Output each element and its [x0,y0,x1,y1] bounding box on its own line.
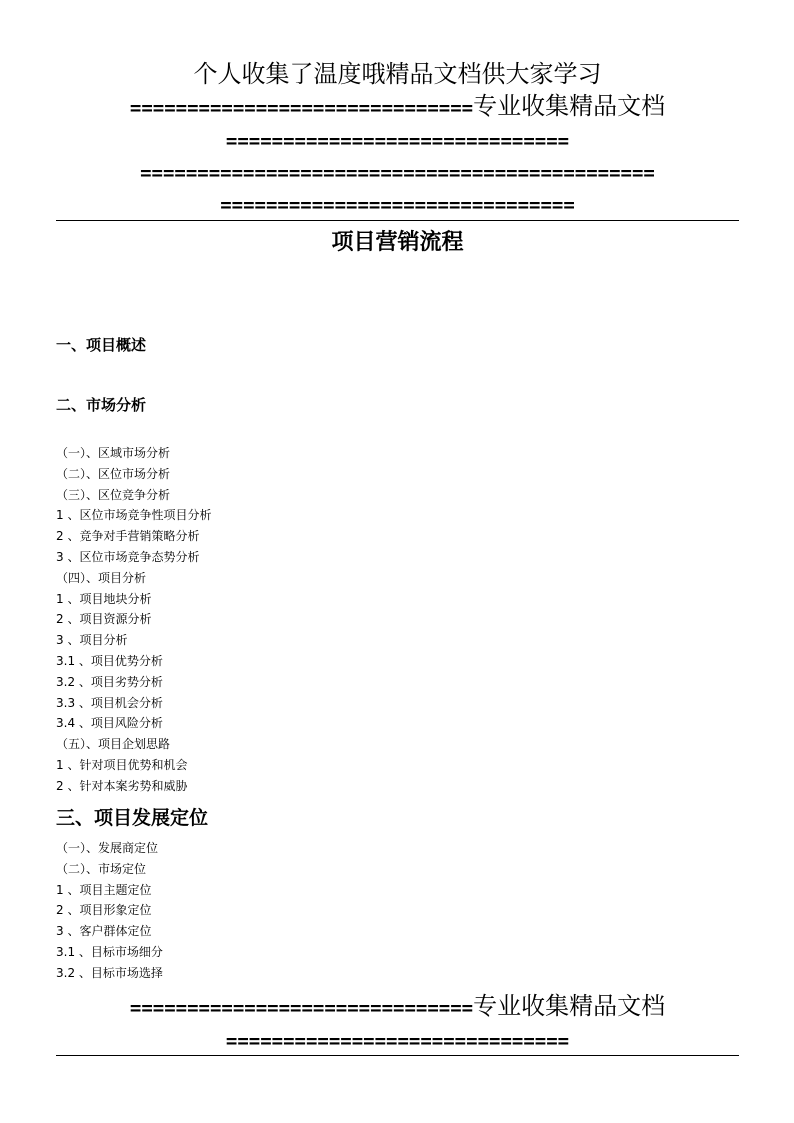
list-item: 3.2 、目标市场选择 [56,965,163,980]
list-item: （二）、区位市场分析 [56,466,171,481]
list-item: 3.4 、项目风险分析 [56,716,163,731]
list-item: 3.3 、项目机会分析 [56,695,163,710]
footer-tagline: 专业收集精品文档 [473,992,666,1020]
list-item: 1 、项目主题定位 [56,882,152,897]
header-separator: ============================================= [140,162,655,184]
header-rule [56,220,739,221]
section-heading-positioning: 三、项目发展定位 [56,807,209,829]
list-item: （一）、区域市场分析 [56,446,171,460]
list-item: 2 、竞争对手营销策略分析 [56,529,200,544]
list-item: 2 、项目资源分析 [56,612,152,627]
footer-separator: ============================== [129,997,474,1019]
header-separator: ============================== [225,130,570,152]
market-analysis-list [56,443,739,797]
list-item: 2 、项目形象定位 [56,903,152,918]
header-line-2 [56,90,739,125]
section-heading-market: 二、市场分析 [56,396,147,414]
list-item: 3.1 、项目优势分析 [56,653,163,668]
header-title: 个人收集了温度哦精品文档供大家学习 [193,60,602,88]
list-item: 3.1 、目标市场细分 [56,944,163,959]
page-header [56,58,739,221]
list-item: （五）、项目企划思路 [56,737,171,752]
list-item: 1 、项目地块分析 [56,591,152,606]
header-tagline: 专业收集精品文档 [473,92,666,120]
document-title: 项目营销流程 [331,230,464,255]
section-heading-overview: 一、项目概述 [56,336,147,354]
list-item: 1 、区位市场竞争性项目分析 [56,508,212,523]
footer-rule [56,1055,739,1056]
list-item: （一）、发展商定位 [56,841,159,855]
list-item: 3.2 、项目劣势分析 [56,674,163,689]
list-item: 3 、客户群体定位 [56,924,152,939]
list-item: 3 、区位市场竞争态势分析 [56,549,200,564]
header-separator: ============================== [129,97,474,119]
header-separator: =============================== [220,194,575,216]
footer-line-1 [56,990,739,1025]
positioning-list [56,838,739,984]
list-item: （四）、项目分析 [56,570,147,585]
list-item: 3 、项目分析 [56,633,128,648]
list-item: 1 、针对项目优势和机会 [56,757,188,772]
footer-separator: ============================== [225,1030,570,1052]
list-item: （二）、市场定位 [56,861,147,876]
page-footer [56,990,739,1057]
list-item: 2 、针对本案劣势和威胁 [56,778,188,793]
list-item: （三）、区位竞争分析 [56,487,171,502]
